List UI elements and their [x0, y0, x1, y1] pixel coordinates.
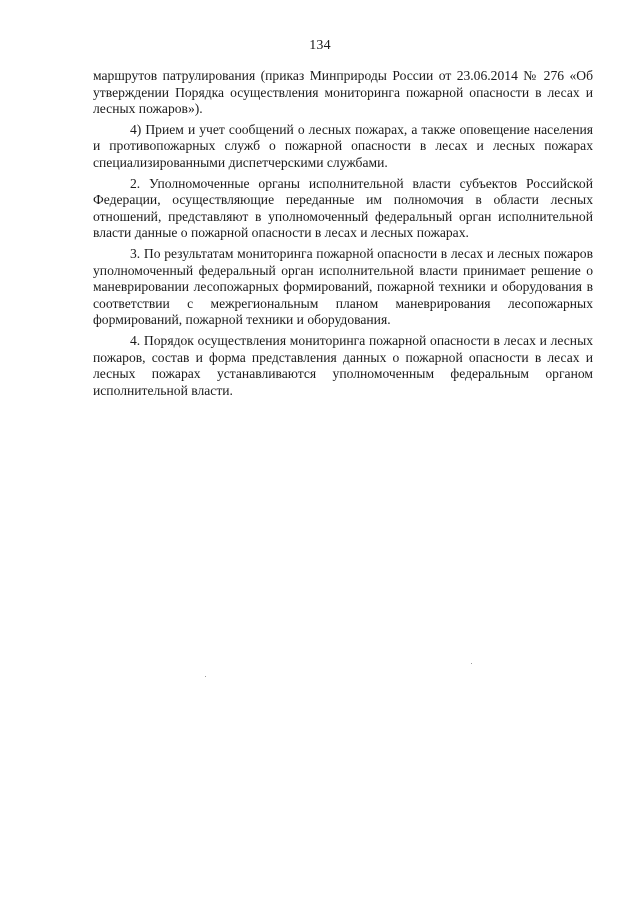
scan-speck	[205, 676, 206, 677]
paragraph-2: 2. Уполномоченные органы исполнительной власти субъектов Российской Федерации, осуществляющие переданные им полномочия в области лесных отношений, представляют в уполномоченный федеральный орган исполнительной власти данные о пожарной опасности в лесах и лесных пожарах.	[93, 175, 593, 241]
document-body	[93, 68, 593, 399]
page-number: 134	[309, 38, 331, 53]
paragraph-item-4: 4) Прием и учет сообщений о лесных пожарах, а также оповещение населения и противопожарных служб о пожарной опасности в лесах и лесных пожарах специализированными диспетчерскими службами.	[93, 121, 593, 170]
scan-speck	[471, 663, 472, 664]
paragraph-3: 3. По результатам мониторинга пожарной опасности в лесах и лесных пожаров уполномоченный федеральный орган исполнительной власти принимает решение о маневрировании лесопожарных формирований, пожарной техники и оборудования в соответствии с межрегиональным планом маневрирования лесопожарных формирований, пожарной техники и оборудования.	[93, 245, 593, 328]
paragraph-4: 4. Порядок осуществления мониторинга пожарной опасности в лесах и лесных пожаров, состав и форма представления данных о пожарной опасности в лесах и лесных пожарах устанавливаются уполномоченным федеральным органом исполнительной власти.	[93, 332, 593, 398]
paragraph-continuation: маршрутов патрулирования (приказ Минприроды России от 23.06.2014 № 276 «Об утверждении Порядка осуществления мониторинга пожарной опасности в лесах и лесных пожаров»).	[93, 68, 593, 117]
